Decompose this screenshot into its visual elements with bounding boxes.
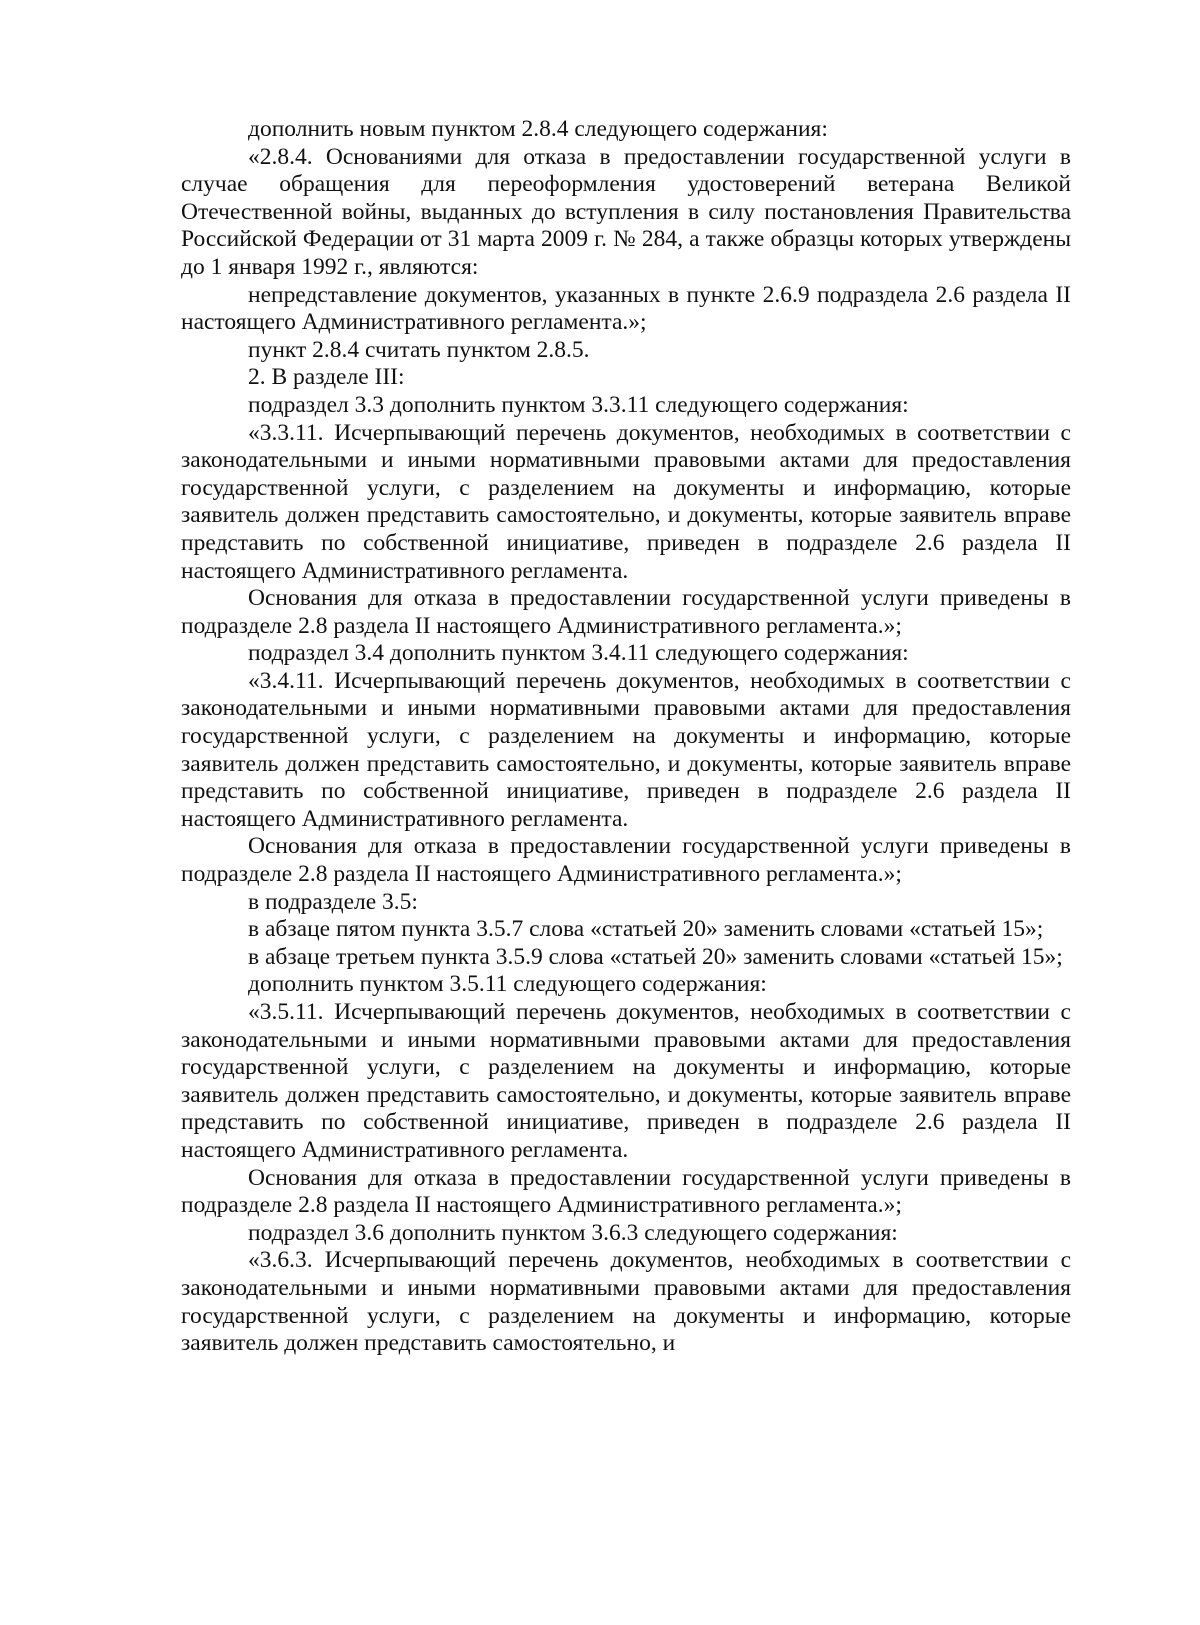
paragraph: «3.5.11. Исчерпывающий перечень документов, необходимых в соответствии с законодательными и иными нормативными правовыми актами для предоставления государственной услуги, с разделением на документы и информацию, которые заявитель должен представить самостоятельно, и документы, которые заявитель вправе представить по собственной инициативе, приведен в подразделе 2.6 раздела II настоящего Административного регламента. xyxy=(181,999,1071,1163)
paragraph: непредставление документов, указанных в пункте 2.6.9 подраздела 2.6 раздела II настоящего Административного регламента.»; xyxy=(181,281,1071,336)
paragraph: в подразделе 3.5: xyxy=(248,888,418,915)
paragraph: в абзаце пятом пункта 3.5.7 слова «статьей 20» заменить словами «статьей 15»; xyxy=(248,916,1044,943)
paragraph: «3.4.11. Исчерпывающий перечень документов, необходимых в соответствии с законодательными и иными нормативными правовыми актами для предоставления государственной услуги, с разделением на документы и информацию, которые заявитель должен представить самостоятельно, и документы, которые заявитель вправе представить по собственной инициативе, приведен в подразделе 2.6 раздела II настоящего Административного регламента. xyxy=(181,667,1071,832)
paragraph: дополнить пунктом 3.5.11 следующего содержания: xyxy=(248,971,767,998)
paragraph: «2.8.4. Основаниями для отказа в предоставлении государственной услуги в случае обращения для переоформления удостоверений ветерана Великой Отечественной войны, выданных до вступления в силу постановления Правительства Российской Федерации от 31 марта 2009 г. № 284, а также образцы которых утверждены до 1 января 1992 г., являются: xyxy=(181,143,1071,280)
paragraph: пункт 2.8.4 считать пунктом 2.8.5. xyxy=(248,336,590,363)
paragraph: подраздел 3.6 дополнить пунктом 3.6.3 следующего содержания: xyxy=(248,1219,898,1246)
paragraph: «3.6.3. Исчерпывающий перечень документов, необходимых в соответствии с законодательными и иными нормативными правовыми актами для предоставления государственной услуги, с разделением на документы и информацию, которые заявитель должен представить самостоятельно, и xyxy=(181,1247,1071,1357)
paragraph: Основания для отказа в предоставлении государственной услуги приведены в подразделе 2.8 раздела II настоящего Административного регламента.»; xyxy=(181,585,1071,639)
paragraph: Основания для отказа в предоставлении государственной услуги приведены в подразделе 2.8 раздела II настоящего Административного регламента.»; xyxy=(181,1164,1071,1219)
document-body xyxy=(181,116,1071,1358)
paragraph: подраздел 3.4 дополнить пунктом 3.4.11 следующего содержания: xyxy=(248,640,909,667)
paragraph: в абзаце третьем пункта 3.5.9 слова «статьей 20» заменить словами «статьей 15»; xyxy=(248,943,1063,970)
paragraph: дополнить новым пунктом 2.8.4 следующего содержания: xyxy=(248,116,828,142)
paragraph: Основания для отказа в предоставлении государственной услуги приведены в подразделе 2.8 раздела II настоящего Административного регламента.»; xyxy=(181,833,1071,888)
paragraph: «3.3.11. Исчерпывающий перечень документов, необходимых в соответствии с законодательными и иными нормативными правовыми актами для предоставления государственной услуги, с разделением на документы и информацию, которые заявитель должен представить самостоятельно, и документы, которые заявитель вправе представить по собственной инициативе, приведен в подразделе 2.6 раздела II настоящего Административного регламента. xyxy=(181,419,1071,584)
paragraph: 2. В разделе III: xyxy=(248,364,405,391)
paragraph: подраздел 3.3 дополнить пунктом 3.3.11 следующего содержания: xyxy=(248,391,909,418)
